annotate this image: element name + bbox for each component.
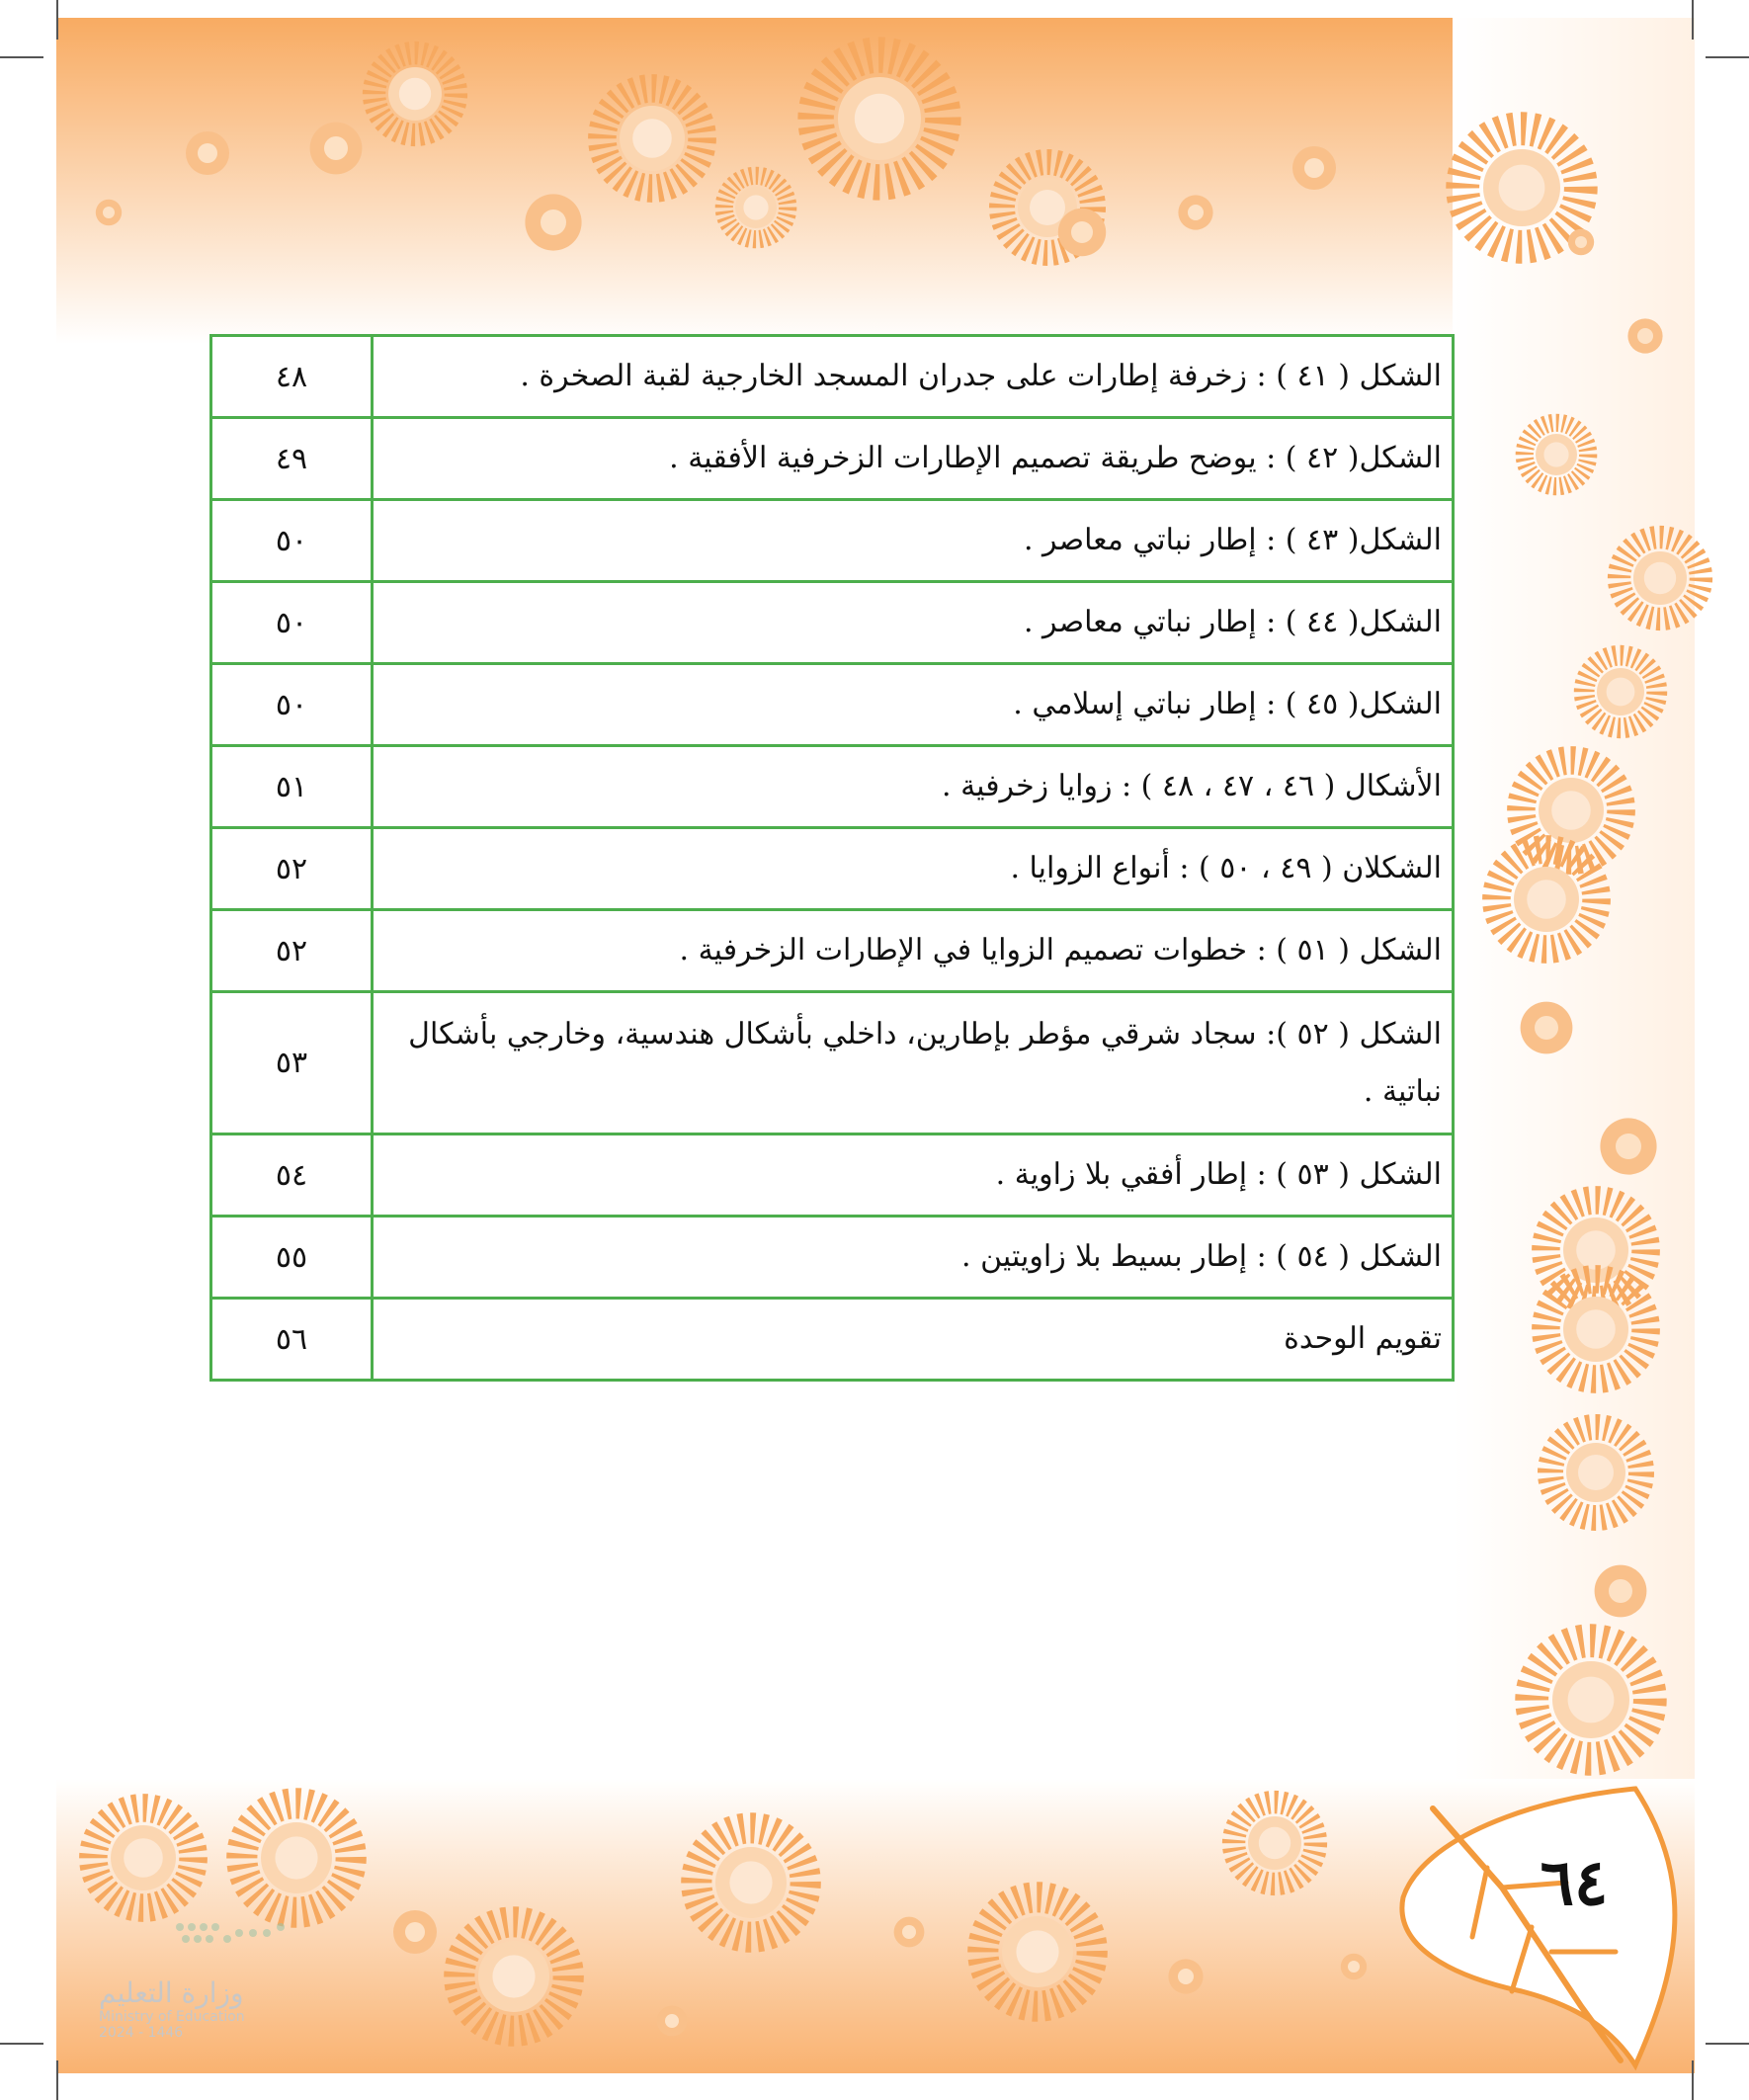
table-row xyxy=(211,500,1454,582)
page-ref: ٥٠ xyxy=(211,582,373,664)
crop-mark xyxy=(56,0,58,40)
figure-description: تقويم الوحدة xyxy=(373,1299,1454,1381)
figure-description: الشكل ( ٤١ ) : زخرفة إطارات على جدران المسجد الخارجية لقبة الصخرة . xyxy=(373,336,1454,418)
figure-description: الشكل( ٤٥ ) : إطار نباتي إسلامي . xyxy=(373,664,1454,746)
page-ref: ٥٢ xyxy=(211,828,373,910)
page-ref: ٤٨ xyxy=(211,336,373,418)
table-row xyxy=(211,1299,1454,1381)
page-ref: ٤٩ xyxy=(211,418,373,500)
figure-description: الأشكال ( ٤٦ ، ٤٧ ، ٤٨ ) : زوايا زخرفية . xyxy=(373,746,1454,828)
table-row xyxy=(211,910,1454,992)
ministry-name-arabic: وزارة التعليم xyxy=(99,1976,244,2009)
crop-mark xyxy=(1692,0,1694,40)
page-ref: ٥٥ xyxy=(211,1217,373,1299)
figure-description: الشكل ( ٥٢ ): سجاد شرقي مؤطر بإطارين، داخلي بأشكال هندسية، وخارجي بأشكال نباتية . xyxy=(373,992,1454,1134)
crop-mark xyxy=(1706,2043,1749,2045)
figures-index-table xyxy=(209,334,1455,1382)
crop-mark xyxy=(56,2060,58,2100)
table-row xyxy=(211,746,1454,828)
figure-description: الشكل ( ٥١ ) : خطوات تصميم الزوايا في الإطارات الزخرفية . xyxy=(373,910,1454,992)
table-row xyxy=(211,992,1454,1134)
page-ref: ٥١ xyxy=(211,746,373,828)
page-ref: ٥٣ xyxy=(211,992,373,1134)
ministry-name-english: Ministry of Education xyxy=(99,2009,245,2025)
table-row xyxy=(211,1134,1454,1217)
page-ref: ٥٦ xyxy=(211,1299,373,1381)
table-row xyxy=(211,418,1454,500)
figure-description: الشكل( ٤٤ ) : إطار نباتي معاصر . xyxy=(373,582,1454,664)
figure-description: الشكل ( ٥٤ ) : إطار بسيط بلا زاويتين . xyxy=(373,1217,1454,1299)
page-ref: ٥٠ xyxy=(211,500,373,582)
page-ref: ٥٠ xyxy=(211,664,373,746)
crop-mark xyxy=(1692,2060,1694,2100)
table-row xyxy=(211,1217,1454,1299)
page-number: ٦٤ xyxy=(1540,1846,1609,1920)
ministry-logo-text xyxy=(99,1976,257,2041)
crop-mark xyxy=(0,56,43,58)
figure-description: الشكلان ( ٤٩ ، ٥٠ ) : أنواع الزوايا . xyxy=(373,828,1454,910)
table-row xyxy=(211,336,1454,418)
table-row xyxy=(211,582,1454,664)
crop-mark xyxy=(1706,56,1749,58)
edition-year: 2024 - 1446 xyxy=(99,2025,184,2041)
crop-mark xyxy=(0,2043,43,2045)
table-row xyxy=(211,828,1454,910)
page-ref: ٥٤ xyxy=(211,1134,373,1217)
table-row xyxy=(211,664,1454,746)
page-ref: ٥٢ xyxy=(211,910,373,992)
figure-description: الشكل( ٤٢ ) : يوضح طريقة تصميم الإطارات الزخرفية الأفقية . xyxy=(373,418,1454,500)
figure-description: الشكل( ٤٣ ) : إطار نباتي معاصر . xyxy=(373,500,1454,582)
figure-description: الشكل ( ٥٣ ) : إطار أفقي بلا زاوية . xyxy=(373,1134,1454,1217)
